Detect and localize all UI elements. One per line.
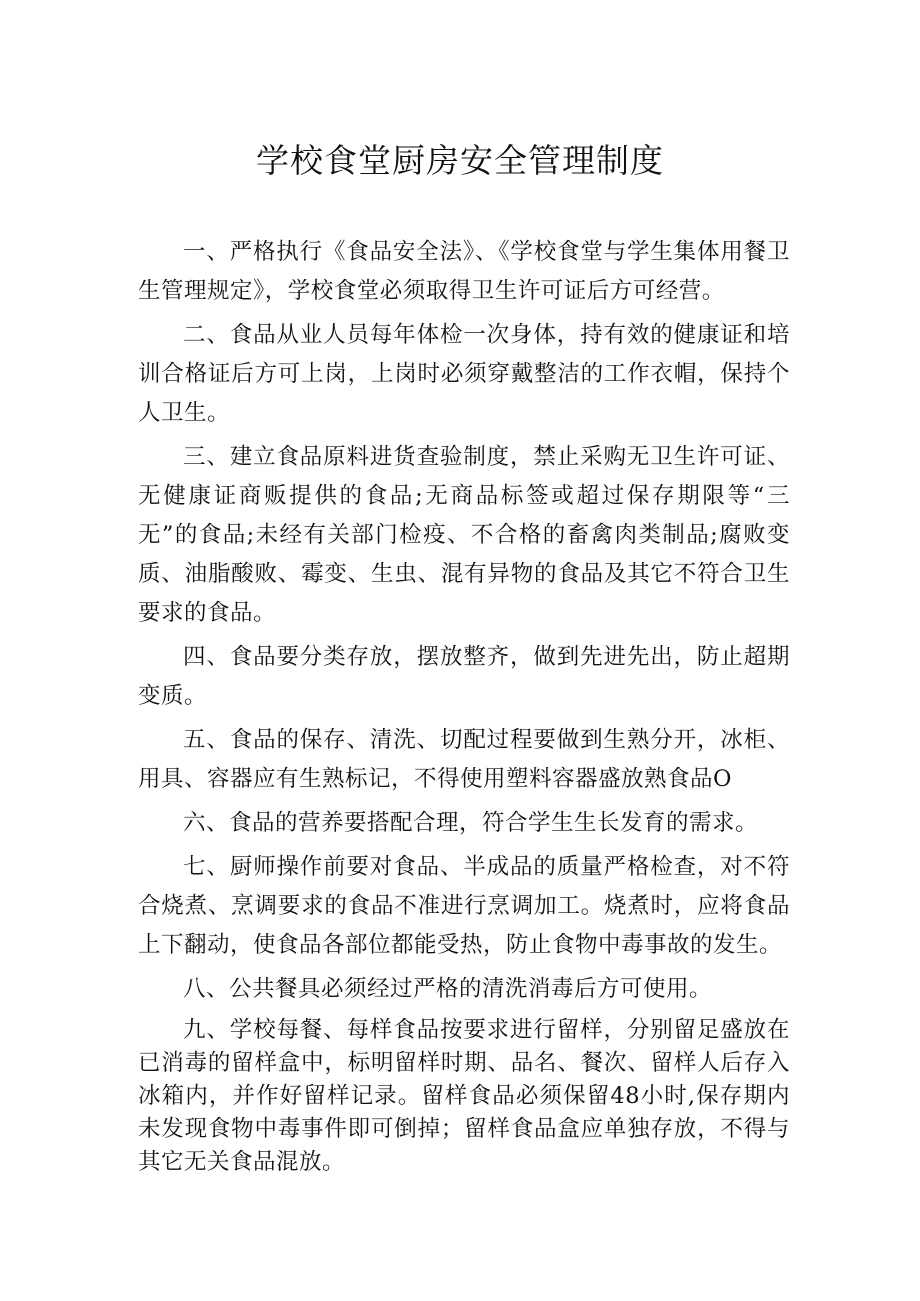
document-body (138, 233, 790, 1184)
paragraph-1: 一、严格执行《食品安全法》、《学校食堂与学生集体用餐卫生管理规定》，学校食堂必须取得卫生许可证后方可经营。 (138, 239, 790, 304)
paragraph-8: 八、公共餐具必须经过严格的清洗消毒后方可使用。 (183, 976, 713, 1002)
paragraph-6: 六、食品的营养要搭配合理，符合学生生长发育的需求。 (183, 810, 759, 836)
paragraph-5: 五、食品的保存、清洗、切配过程要做到生熟分开，冰柜、用具、容器应有生熟标记，不得使用塑料容器盛放熟食品O (138, 727, 790, 792)
paragraph-3: 三、建立食品原料进货查验制度，禁止采购无卫生许可证、无健康证商贩提供的食品;无商品标签或超过保存期限等“三无”的食品;未经有关部门检疫、不合格的畜禽肉类制品;腐败变质、油脂酸败、霉变、生虫、混有异物的食品及其它不符合卫生要求的食品。 (138, 444, 790, 626)
paragraph-4: 四、食品要分类存放，摆放整齐，做到先进先出，防止超期变质。 (138, 644, 790, 709)
paragraph-9: 九、学校每餐、每样食品按要求进行留样，分别留足盛放在已消毒的留样盒中，标明留样时期、品名、餐次、留样人后存入冰箱内，并作好留样记录。留样食品必须保留48小时,保存期内未发现食物中毒事件即可倒掉；留样食品盒应单独存放，不得与其它无关食品混放。 (138, 1017, 790, 1175)
paragraph-7: 七、厨师操作前要对食品、半成品的质量严格检查，对不符合烧煮、烹调要求的食品不准进行烹调加工。烧煮时，应将食品上下翻动，使食品各部位都能受热，防止食物中毒事故的发生。 (138, 854, 790, 958)
paragraph-2: 二、食品从业人员每年体检一次身体，持有效的健康证和培训合格证后方可上岗，上岗时必须穿戴整洁的工作衣帽，保持个人卫生。 (138, 322, 790, 426)
document-title: 学校食堂厨房安全管理制度 (256, 141, 664, 180)
